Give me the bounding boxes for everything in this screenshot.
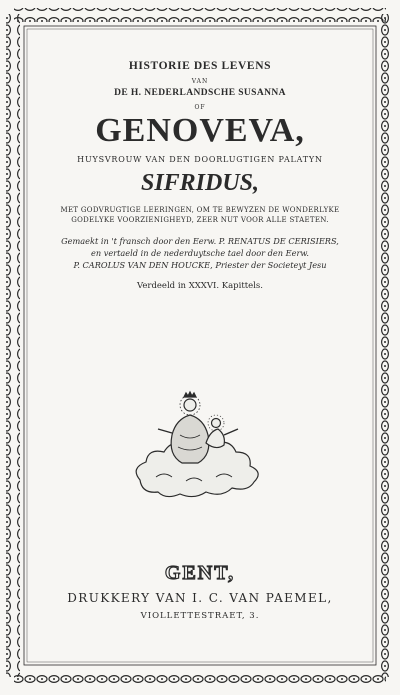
address: VIOLLETTESTRAET, 3. — [140, 611, 260, 621]
title-line-2: VAN — [191, 78, 209, 85]
translation-line-2: en vertaeld in de nederduytsche tael door den Eerw. — [90, 248, 309, 258]
printer: DRUKKERY VAN I. C. VAN PAEMEL, — [67, 591, 333, 605]
city: GENT, — [164, 562, 236, 584]
name-title: SIFRIDUS, — [140, 170, 260, 196]
translation-credits — [32, 235, 368, 271]
title-line-4: OF — [194, 104, 206, 111]
subtitle: HUYSVROUW VAN DEN DOORLUGTIGEN PALATYN — [77, 155, 323, 164]
translation-line-3: P. CAROLUS VAN DEN HOUCKE, Priester der Societeyt Jesu — [73, 260, 327, 270]
chapters-note: Verdeeld in XXXVI. Kapittels. — [137, 281, 263, 291]
description — [32, 205, 368, 225]
description-line-1: MET GODVRUGTIGE LEERINGEN, OM TE BEWYZEN DE WONDERLYKE — [60, 206, 340, 214]
imprint — [32, 562, 368, 621]
translation-line-1: Gemaekt in 't fransch door den Eerw. P. RENATUS DE CERISIERS, — [61, 236, 339, 246]
title-block — [32, 60, 368, 291]
madonna-vignette — [120, 385, 280, 500]
title-line-3: DE H. NEDERLANDSCHE SUSANNA — [114, 88, 286, 98]
description-line-2: GODELYKE VOORZIENIGHEYD, ZEER NUT VOOR ALLE STAETEN. — [71, 216, 329, 224]
main-title: GENOVEVA, — [95, 112, 305, 149]
title-line-1: HISTORIE DES LEVENS — [128, 60, 272, 72]
